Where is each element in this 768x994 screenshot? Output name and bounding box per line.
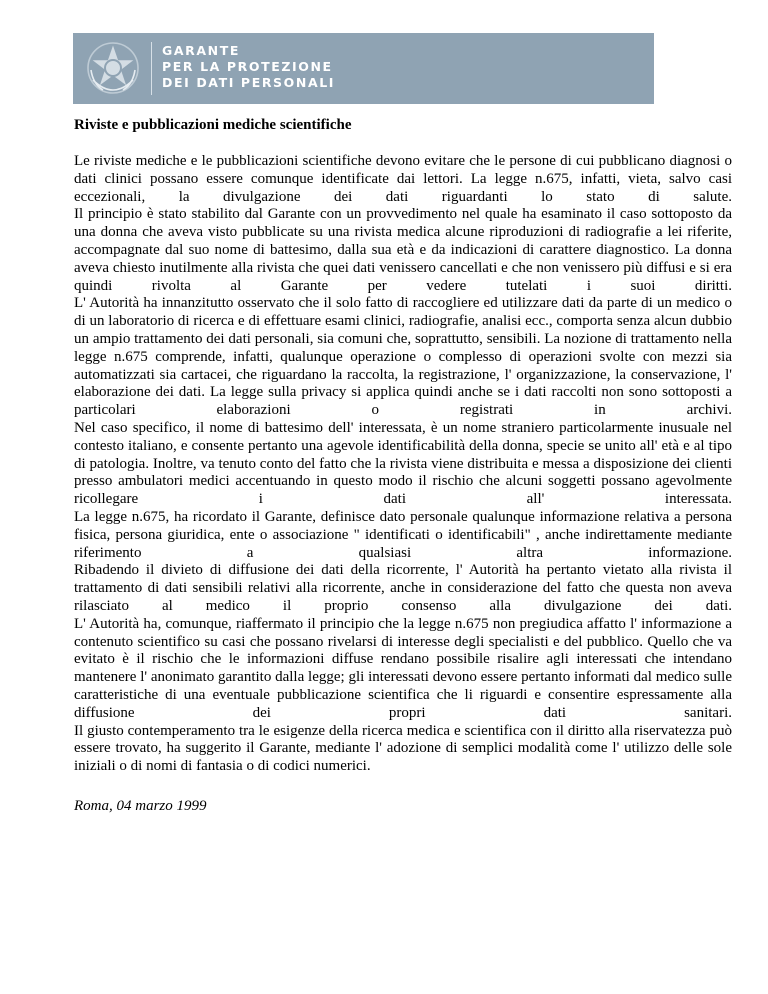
- document-body: [74, 153, 732, 776]
- document-title: Riviste e pubblicazioni mediche scientifiche: [74, 117, 352, 133]
- body-paragraph: Nel caso specifico, il nome di battesimo dell' interessata, è un nome straniero particolarmente inusuale nel contesto italiano, e consente pertanto una agevole identificabilità della donna, specie se unito all' età e al tipo di patologia. Inoltre, va tenuto conto del fatto che la rivista viene distribuita e messa a disposizione dei clienti presso ambulatori medici accentuando in questo modo il rischio che alcuni soggetti possano agevolmente ricollegare i dati all' interessata.: [74, 419, 732, 508]
- body-paragraph: Ribadendo il divieto di diffusione dei dati della ricorrente, l' Autorità ha pertanto vietato alla rivista il trattamento di dati sensibili relativi alla ricorrente, anche in considerazione del fatto che questa non aveva rilasciato al medico il proprio consenso alla divulgazione dei dati.: [74, 562, 732, 614]
- body-paragraph: Il principio è stato stabilito dal Garante con un provvedimento nel quale ha esaminato il caso sottoposto da una donna che aveva visto pubblicate su una rivista medica alcune riproduzioni di radiografie a lei riferite, accompagnate dal suo nome di battesimo, dalla sua età e da indicazioni di carattere diagnostico. La donna aveva chiesto inutilmente alla rivista che quei dati venissero cancellati e che non venissero più diffusi e si era quindi rivolta al Garante per vedere tutelati i suoi diritti.: [74, 206, 732, 294]
- body-paragraph: L' Autorità ha innanzitutto osservato che il solo fatto di raccogliere ed utilizzare dati da parte di un medico o di un laboratorio di ricerca e di effettuare esami clinici, radiografie, analisi ecc., comporta senza alcun dubbio un ampio trattamento dei dati personali, sia comuni che, soprattutto, sensibili. La nozione di trattamento nella legge n.675 comprende, infatti, qualunque operazione o complesso di operazioni svolte con mezzi sia automatizzati sia cartacei, che riguardano la raccolta, la registrazione, l' organizzazione, la conservazione, l' elaborazione dei dati. La legge sulla privacy si applica quindi anche se i dati raccolti non sono sottoposti a particolari elaborazioni o registrati in archivi.: [74, 295, 732, 419]
- italian-republic-emblem-icon: [85, 40, 141, 96]
- body-paragraph: Il giusto contemperamento tra le esigenze della ricerca medica e scientifica con il diritto alla riservatezza può essere trovato, ha suggerito il Garante, mediante l' adozione di semplici modalità come l' utilizzo delle sole iniziali o di nomi di fantasia o di codici numerici.: [74, 722, 732, 775]
- org-name-line-2: PER LA PROTEZIONE: [162, 59, 333, 74]
- header-banner: [73, 33, 654, 104]
- document-content: [74, 116, 732, 816]
- body-paragraph: L' Autorità ha, comunque, riaffermato il principio che la legge n.675 non pregiudica affatto l' informazione a contenuto scientifico su casi che possano rivelarsi di interesse degli specialisti e del pubblico. Quello che va evitato è il rischio che le informazioni diffuse rendano possibile risalire agli interessati che intendano mantenere l' anonimato garantito dalla legge; gli interessati devono essere pertanto informati dal medico sulle caratteristiche di una eventuale pubblicazione scientifica che li riguardi e consentire espressamente alla diffusione dei propri dati sanitari.: [74, 615, 732, 721]
- body-paragraph: Le riviste mediche e le pubblicazioni scientifiche devono evitare che le persone di cui pubblicano diagnosi o dati clinici possano essere comunque identificate dai lettori. La legge n.675, infatti, vieta, salvo casi eccezionali, la divulgazione dei dati riguardanti lo stato di salute.: [74, 153, 732, 205]
- header-divider: [151, 42, 152, 95]
- body-paragraph: La legge n.675, ha ricordato il Garante, definisce dato personale qualunque informazione relativa a persona fisica, persona giuridica, ente o associazione " identificati o identificabili" , anche indirettamente mediante riferimento a qualsiasi altra informazione.: [74, 508, 732, 561]
- document-date: Roma, 04 marzo 1999: [74, 797, 207, 814]
- org-name-line-3: DEI DATI PERSONALI: [162, 75, 336, 90]
- org-name-line-1: GARANTE: [162, 43, 240, 58]
- organization-name: [162, 43, 335, 91]
